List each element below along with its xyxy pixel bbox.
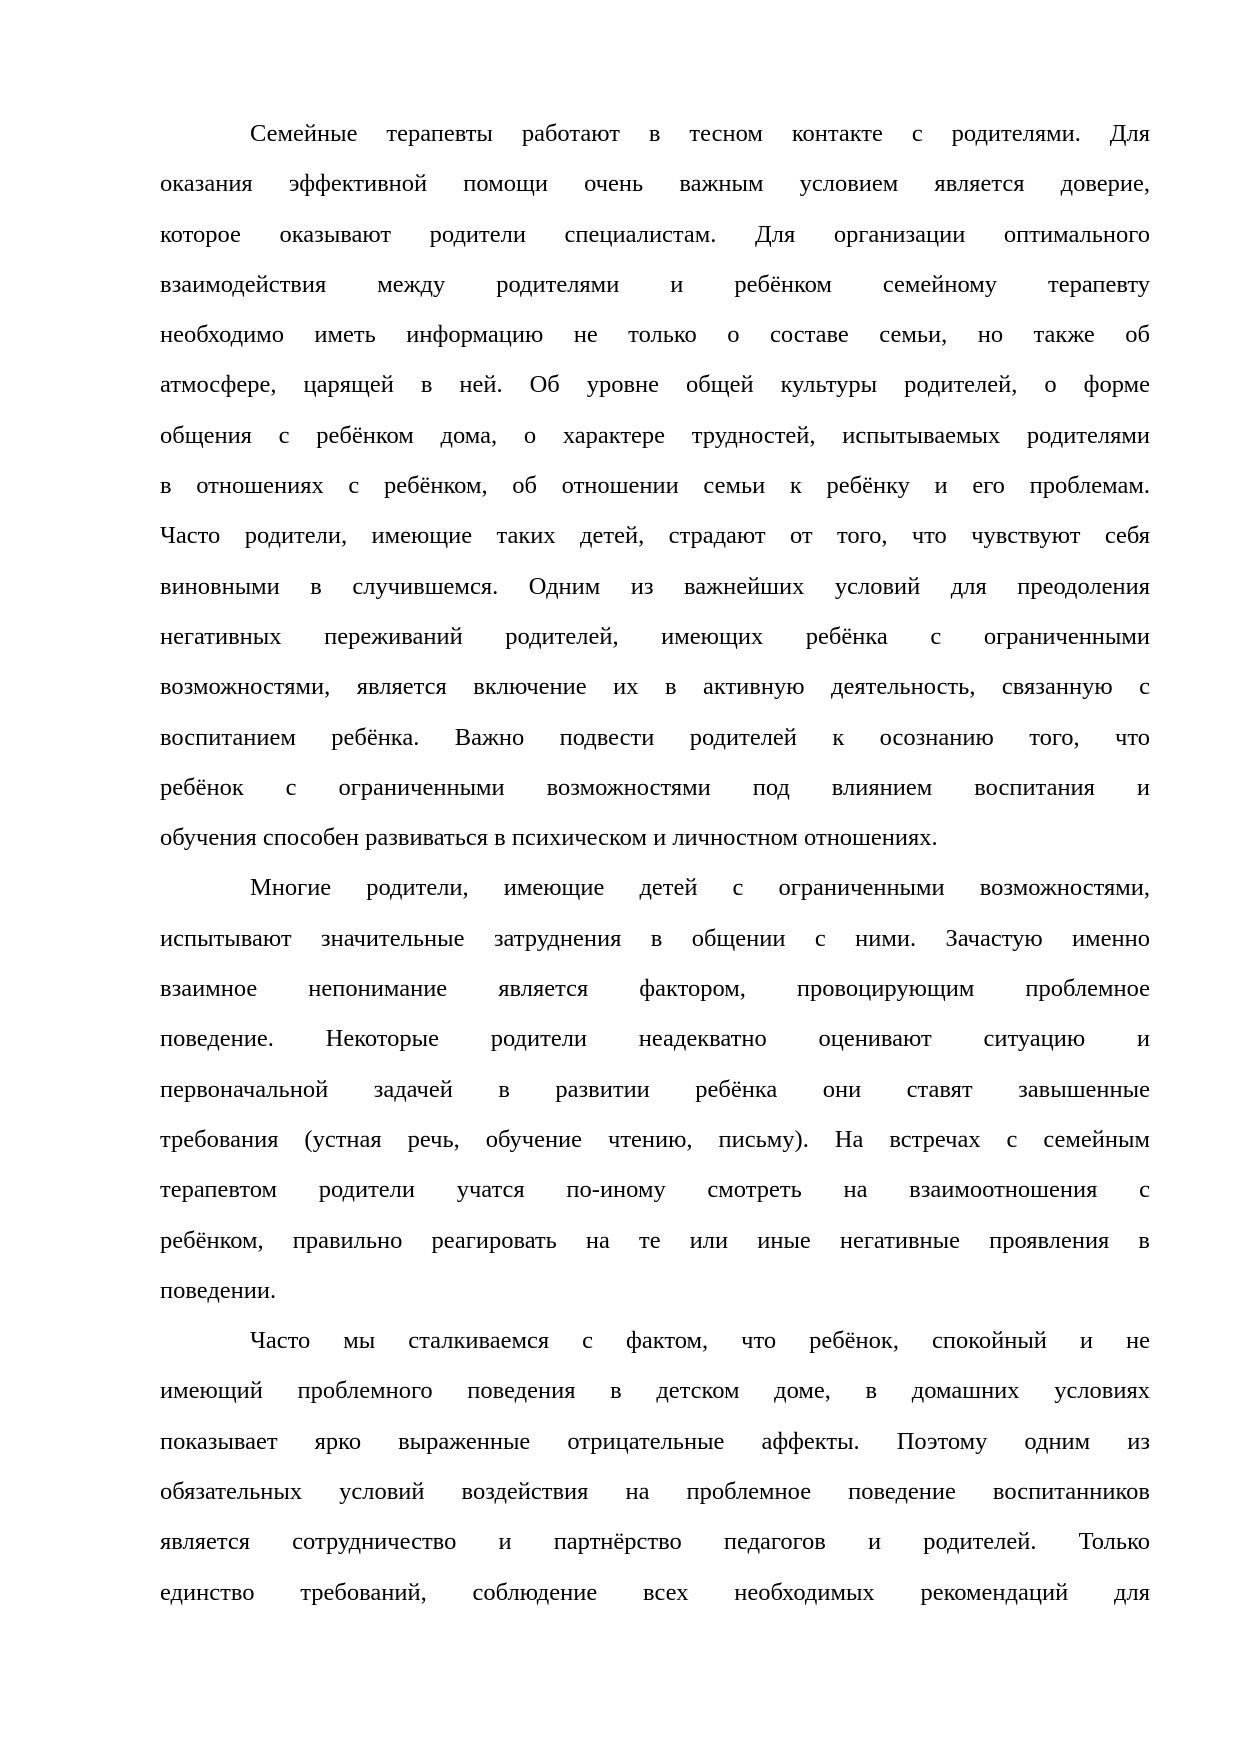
line-text: Часто родители, имеющие таких детей, страдают от того, что чувствуют себя: [160, 522, 1150, 550]
text-line: [160, 210, 1150, 260]
text-line: [160, 713, 1150, 763]
text-line: [160, 1517, 1150, 1567]
text-line: [160, 310, 1150, 360]
line-text: негативных переживаний родителей, имеющих ребёнка с ограниченными: [160, 622, 1150, 650]
line-text: является сотрудничество и партнёрство педагогов и родителей. Только: [160, 1528, 1150, 1556]
text-line: [160, 411, 1150, 461]
line-text: ребёнок с ограниченными возможностями под влиянием воспитания и: [160, 773, 1150, 801]
line-text: требования (устная речь, обучение чтению, письму). На встречах с семейным: [160, 1125, 1150, 1153]
text-line: [160, 562, 1150, 612]
text-line: [160, 260, 1150, 310]
line-text: которое оказывают родители специалистам. Для организации оптимального: [160, 220, 1150, 248]
text-line: [160, 1115, 1150, 1165]
line-text: возможностями, является включение их в активную деятельность, связанную с: [160, 673, 1150, 701]
line-text: ребёнком, правильно реагировать на те или иные негативные проявления в: [160, 1226, 1150, 1254]
line-text: испытывают значительные затруднения в общении с ними. Зачастую именно: [160, 924, 1150, 952]
paragraph-1: [160, 109, 1150, 863]
line-text: единство требований, соблюдение всех необходимых рекомендаций для: [160, 1578, 1150, 1606]
line-text: поведении.: [160, 1276, 277, 1304]
line-text: взаимное непонимание является фактором, провоцирующим проблемное: [160, 975, 1150, 1003]
text-line: [160, 461, 1150, 511]
text-line: [160, 1568, 1150, 1618]
line-text: Семейные терапевты работают в тесном контакте с родителями. Для: [250, 120, 1150, 147]
line-text: необходимо иметь информацию не только о составе семьи, но также об: [160, 321, 1150, 349]
text-line: [160, 763, 1150, 813]
text-line: [160, 1417, 1150, 1467]
text-line: [160, 863, 1150, 913]
line-text: оказания эффективной помощи очень важным условием является доверие,: [160, 170, 1150, 198]
line-text: взаимодействия между родителями и ребёнком семейному терапевту: [160, 270, 1150, 298]
text-line: [160, 360, 1150, 410]
line-text: Многие родители, имеющие детей с ограниченными возможностями,: [250, 874, 1150, 902]
paragraph-3: [160, 1316, 1150, 1618]
text-line: [160, 813, 1150, 863]
line-text: имеющий проблемного поведения в детском доме, в домашних условиях: [160, 1377, 1150, 1405]
line-text: общения с ребёнком дома, о характере трудностей, испытываемых родителями: [160, 421, 1150, 449]
text-line: [160, 109, 1150, 159]
body-text: [160, 109, 1150, 1618]
line-text: Часто мы сталкиваемся с фактом, что ребёнок, спокойный и не: [250, 1327, 1150, 1355]
line-text: обучения способен развиваться в психическом и личностном отношениях.: [160, 824, 938, 852]
text-line: [160, 612, 1150, 662]
text-line: [160, 1165, 1150, 1215]
text-line: [160, 511, 1150, 561]
text-line: [160, 159, 1150, 209]
text-line: [160, 1216, 1150, 1266]
text-line: [160, 1014, 1150, 1064]
text-line: [160, 1467, 1150, 1517]
text-line: [160, 1266, 1150, 1316]
line-text: воспитанием ребёнка. Важно подвести родителей к осознанию того, что: [160, 723, 1150, 751]
line-text: терапевтом родители учатся по-иному смотреть на взаимоотношения с: [160, 1176, 1150, 1204]
text-line: [160, 1065, 1150, 1115]
paragraph-2: [160, 863, 1150, 1316]
text-line: [160, 914, 1150, 964]
line-text: поведение. Некоторые родители неадекватно оценивают ситуацию и: [160, 1025, 1150, 1053]
line-text: в отношениях с ребёнком, об отношении семьи к ребёнку и его проблемам.: [160, 472, 1150, 500]
text-line: [160, 1366, 1150, 1416]
line-text: атмосфере, царящей в ней. Об уровне общей культуры родителей, о форме: [160, 371, 1150, 399]
line-text: обязательных условий воздействия на проблемное поведение воспитанников: [160, 1478, 1150, 1506]
text-line: [160, 964, 1150, 1014]
line-text: показывает ярко выраженные отрицательные аффекты. Поэтому одним из: [160, 1427, 1150, 1455]
line-text: виновными в случившемся. Одним из важнейших условий для преодоления: [160, 572, 1150, 600]
text-line: [160, 1316, 1150, 1366]
line-text: первоначальной задачей в развитии ребёнка они ставят завышенные: [160, 1075, 1150, 1103]
text-line: [160, 662, 1150, 712]
